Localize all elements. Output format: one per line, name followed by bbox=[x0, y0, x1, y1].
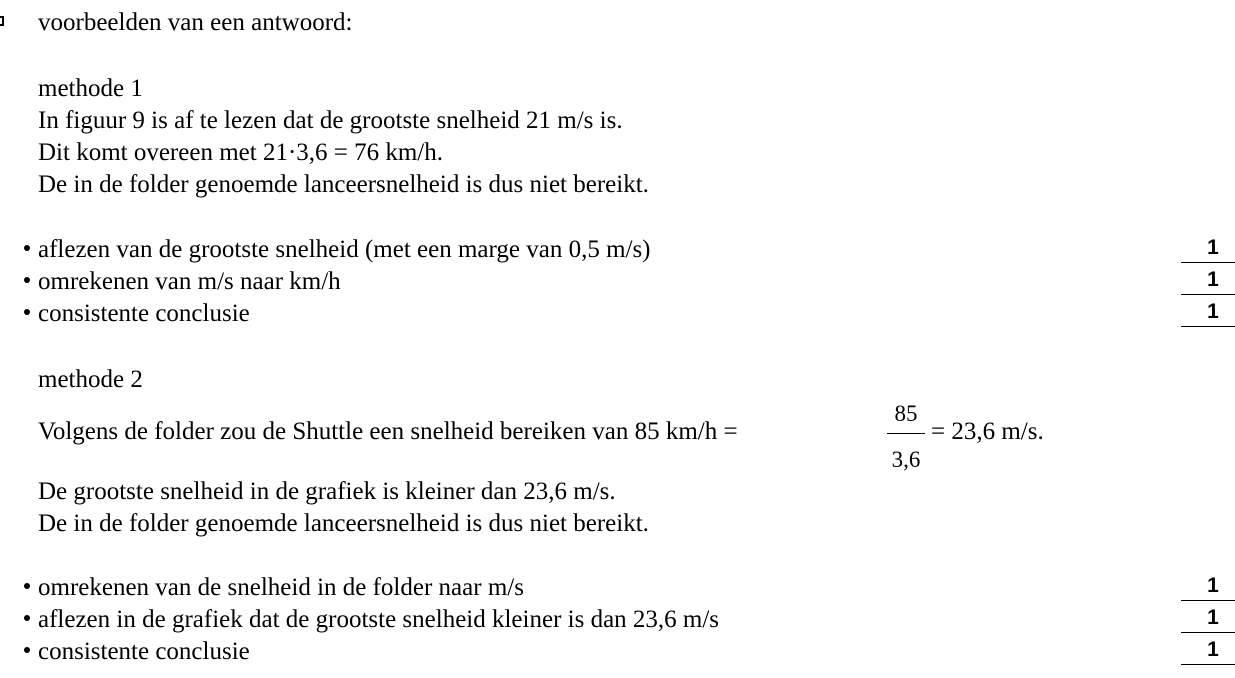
bullet bbox=[24, 277, 30, 283]
method2-line-2: De in de folder genoemde lanceersnelheid is dus niet bereikt. bbox=[38, 510, 649, 537]
score-box: 1 bbox=[1181, 233, 1235, 263]
criterion-text: consistente conclusie bbox=[38, 300, 250, 327]
criterion-text: aflezen in de grafiek dat de grootste snelheid kleiner is dan 23,6 m/s bbox=[38, 606, 720, 633]
score-box: 1 bbox=[1181, 571, 1235, 601]
fraction-bar bbox=[887, 433, 925, 434]
method1-line-2: Dit komt overeen met 21·3,6 = 76 km/h. bbox=[38, 139, 444, 166]
formula-suffix: = 23,6 m/s. bbox=[931, 418, 1044, 445]
formula-prefix: Volgens de folder zou de Shuttle een snelheid bereiken van 85 km/h = bbox=[38, 418, 738, 445]
criterion-text: aflezen van de grootste snelheid (met een marge van 0,5 m/s) bbox=[38, 236, 651, 263]
method2-line-1: De grootste snelheid in de grafiek is kleiner dan 23,6 m/s. bbox=[38, 478, 616, 505]
bullet bbox=[24, 583, 30, 589]
method1-line-1: In figuur 9 is af te lezen dat de grootste snelheid 21 m/s is. bbox=[38, 107, 623, 134]
method2-label: methode 2 bbox=[38, 366, 143, 393]
criterion-text: consistente conclusie bbox=[38, 638, 250, 665]
score-box: 1 bbox=[1181, 265, 1235, 295]
score-box: 1 bbox=[1181, 635, 1235, 665]
bullet bbox=[24, 615, 30, 621]
method1-label: methode 1 bbox=[38, 75, 143, 102]
criterion-text: omrekenen van de snelheid in de folder naar m/s bbox=[38, 574, 524, 601]
score-box: 1 bbox=[1181, 297, 1235, 327]
bullet bbox=[24, 647, 30, 653]
bullet bbox=[24, 245, 30, 251]
heading: voorbeelden van een antwoord: bbox=[38, 9, 353, 36]
method1-line-3: De in de folder genoemde lanceersnelheid is dus niet bereikt. bbox=[38, 171, 649, 198]
fraction-denominator: 3,6 bbox=[891, 447, 921, 472]
fraction-numerator: 85 bbox=[894, 401, 918, 426]
answer-checkbox bbox=[0, 16, 4, 26]
score-box: 1 bbox=[1181, 603, 1235, 633]
criterion-text: omrekenen van m/s naar km/h bbox=[38, 268, 341, 295]
bullet bbox=[24, 309, 30, 315]
